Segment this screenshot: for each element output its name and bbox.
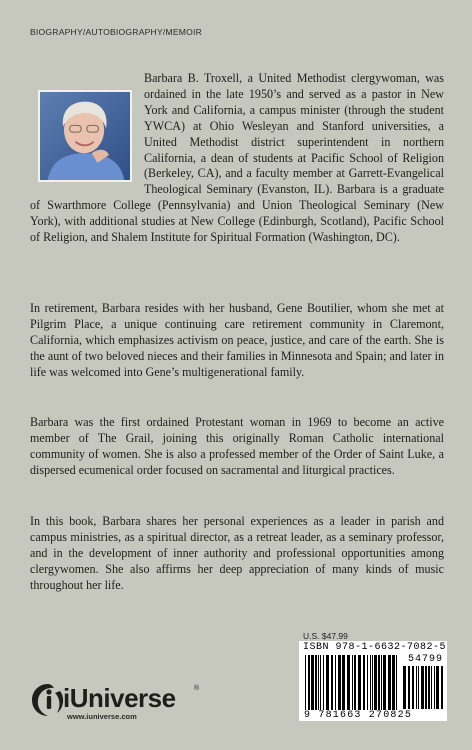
barcode-bar xyxy=(370,655,371,711)
barcode-bar xyxy=(338,655,341,711)
barcode-bar xyxy=(412,666,414,709)
barcode-bar xyxy=(367,655,368,711)
price-addon-code: 54799 xyxy=(407,654,443,665)
barcode-bar xyxy=(421,666,424,709)
barcode-bar xyxy=(378,655,380,711)
barcode-bar xyxy=(318,655,319,711)
barcode-bar xyxy=(396,655,397,711)
author-portrait xyxy=(40,92,130,180)
barcode-bar xyxy=(383,655,386,711)
barcode-bar xyxy=(425,666,427,709)
barcode-bar xyxy=(408,666,410,709)
barcode-bar xyxy=(320,655,321,711)
publisher-name: iUniverse xyxy=(63,683,176,713)
bio-text: Barbara B. Troxell, a United Methodist clergywoman, was ordained in the late 1950’s and served as a pastor in New York and California, a campus minister (through the student YWCA) at Ohio Wesleyan and Stanford universities, a United Methodist district superintendent in northern California, a dean of students at Pacific School of Religion (Berkeley, CA), and a faculty member at Garrett-Evangelical Theological Seminary (Evanston, IL). Barbara is a graduate of Swarthmore College (Pennsylvania) and Union Theological Seminary (New York), with additional studies at New College (Edinburgh, Scotland), Pacific School of Religion, and Shalem Institute for Spiritual Formation (Washington, DC). xyxy=(30,71,444,245)
barcode-bar xyxy=(352,655,353,711)
publisher-logo xyxy=(30,681,205,725)
ean-digits: 9 781663 270825 xyxy=(304,710,413,721)
barcode-bar xyxy=(372,655,373,711)
barcode-bar xyxy=(347,655,350,711)
iuniverse-swirl-icon xyxy=(30,681,66,719)
isbn-number: ISBN 978-1-6632-7082-5 xyxy=(303,642,447,653)
grail-paragraph: Barbara was the first ordained Protestant woman in 1969 to become an active member of The Grail, joining this originally Roman Catholic international community of women. She is also a professed member of the Order of Saint Luke, a dispersed ecumenical order focused on sacramental and liturgical practices. xyxy=(30,415,444,477)
barcode-bar xyxy=(428,666,430,709)
barcode-bar xyxy=(434,666,435,709)
barcode-bar xyxy=(416,666,417,709)
barcode-bar xyxy=(388,655,391,711)
barcode-bar xyxy=(392,655,395,711)
barcode-bar xyxy=(441,666,443,709)
author-photo xyxy=(38,90,132,182)
barcode-bar xyxy=(431,666,432,709)
isbn-barcode xyxy=(299,641,447,721)
barcode-bar xyxy=(354,655,356,711)
barcode-bar xyxy=(436,666,439,709)
barcode-bar xyxy=(315,655,317,711)
barcode-bar xyxy=(323,655,324,711)
barcode-bar xyxy=(374,655,377,711)
barcode-bar xyxy=(335,655,336,711)
barcode-bar xyxy=(342,655,345,711)
barcode-bars xyxy=(299,641,447,721)
barcode-bar xyxy=(305,655,306,711)
barcode-bar xyxy=(311,655,314,711)
barcode-bar xyxy=(418,666,419,709)
barcode-bar xyxy=(358,655,361,711)
barcode-bar xyxy=(331,655,333,711)
barcode-bar xyxy=(381,655,382,711)
price-label: U.S. $47.99 xyxy=(303,631,348,641)
barcode-bar xyxy=(403,666,406,709)
author-bio xyxy=(30,71,444,246)
registered-mark: ® xyxy=(194,685,200,692)
publisher-url: www.iuniverse.com xyxy=(67,712,137,721)
barcode-bar xyxy=(326,655,329,711)
retirement-paragraph: In retirement, Barbara resides with her husband, Gene Boutilier, whom she met at Pilgrim Place, a unique continuing care retirement community in Claremont, California, which emphasizes activism on peace, justice, and care of the earth. She is the aunt of two beloved nieces and their families in Minnesota and Spain; and later in life was welcomed into Gene’s multigenerational family. xyxy=(30,301,444,379)
book-category: BIOGRAPHY/AUTOBIOGRAPHY/MEMOIR xyxy=(30,27,203,37)
barcode-bar xyxy=(363,655,365,711)
barcode-bar xyxy=(308,655,310,711)
book-summary-paragraph: In this book, Barbara shares her personal experiences as a leader in parish and campus ministries, as a spiritual director, as a retreat leader, as a seminary professor, and in the development of inner authority and professional opportunities among clergywomen. She also affirms her deep appreciation of many kinds of music throughout her life. xyxy=(30,514,444,592)
